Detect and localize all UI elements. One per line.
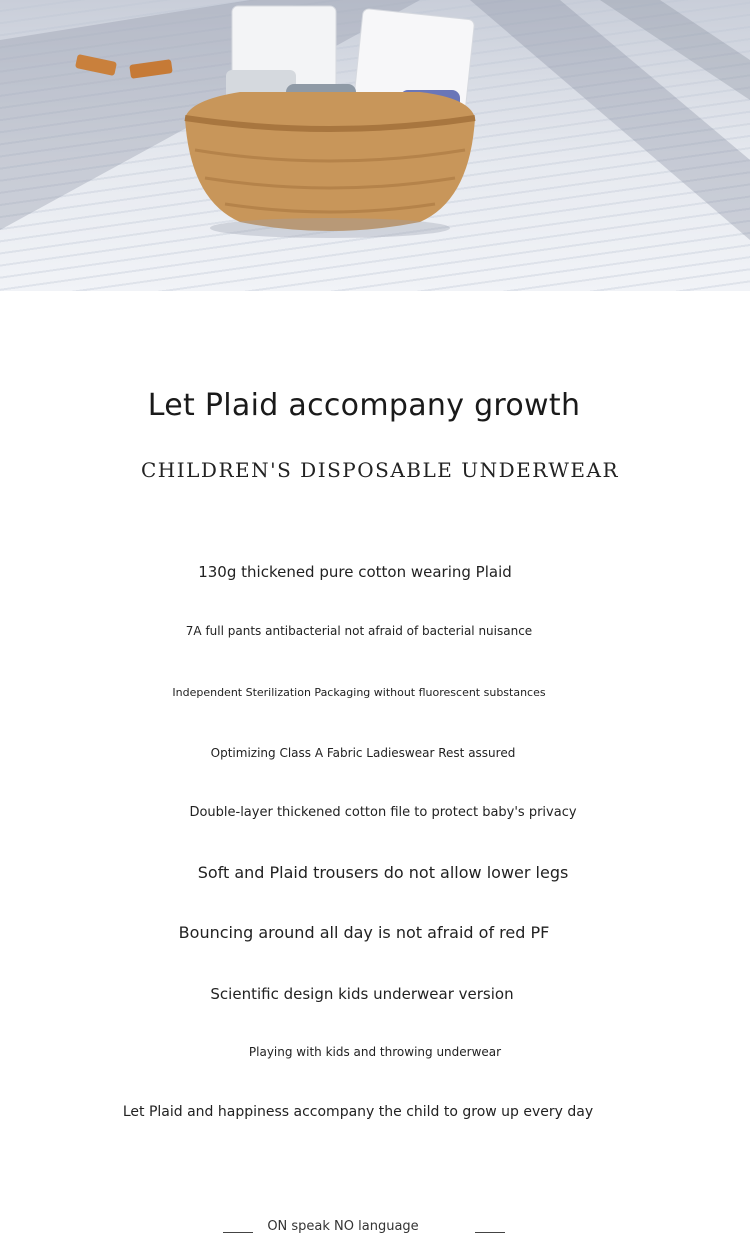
hero-illustration bbox=[0, 0, 750, 291]
hero-image bbox=[0, 0, 750, 291]
feature-line: Scientific design kids underwear version bbox=[210, 985, 514, 1003]
page-subtitle: CHILDREN'S DISPOSABLE UNDERWEAR bbox=[140, 458, 619, 482]
feature-line: 7A full pants antibacterial not afraid of bacterial nuisance bbox=[185, 624, 533, 638]
footer-divider-right bbox=[475, 1232, 505, 1233]
page-title: Let Plaid accompany growth bbox=[147, 388, 581, 423]
feature-line: Soft and Plaid trousers do not allow lower legs bbox=[197, 863, 569, 882]
feature-line: Playing with kids and throwing underwear bbox=[248, 1045, 502, 1059]
feature-line: Bouncing around all day is not afraid of red PF bbox=[178, 923, 550, 942]
feature-line: Optimizing Class A Fabric Ladieswear Rest assured bbox=[210, 746, 516, 760]
footer-text: ON speak NO language bbox=[267, 1219, 419, 1234]
feature-line: Independent Sterilization Packaging without fluorescent substances bbox=[172, 686, 546, 699]
feature-line: Double-layer thickened cotton file to protect baby's privacy bbox=[189, 805, 577, 820]
feature-line: Let Plaid and happiness accompany the child to grow up every day bbox=[122, 1104, 594, 1120]
feature-line: 130g thickened pure cotton wearing Plaid bbox=[198, 563, 512, 581]
